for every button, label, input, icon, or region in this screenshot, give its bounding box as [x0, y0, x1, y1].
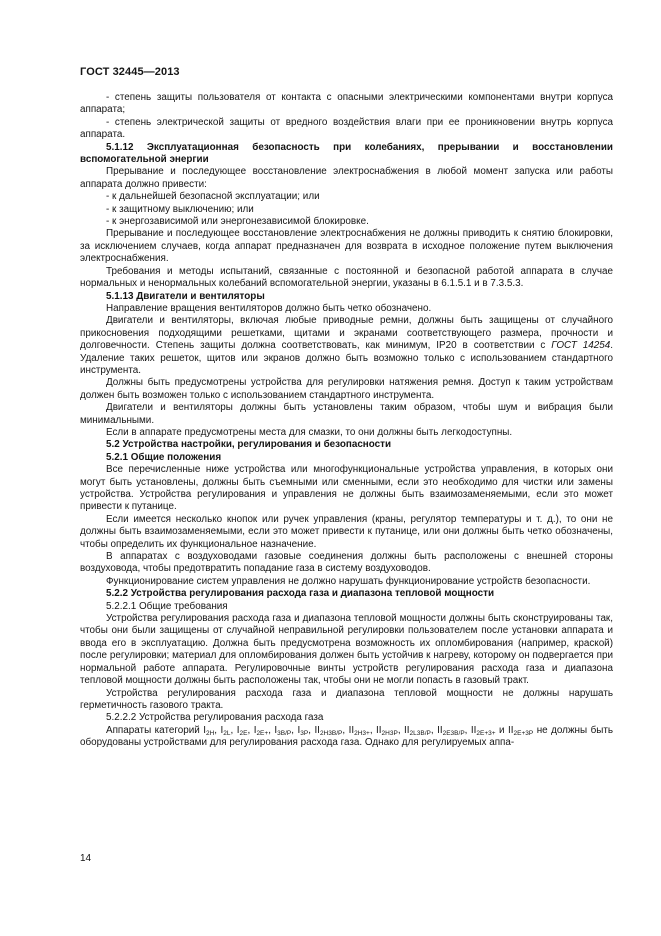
appliance-category: $II_{2E+3P}$ [508, 724, 534, 737]
section-heading: 5.1.12 Эксплуатационная безопасность при колебаниях, прерывании и восстановлении вспомогательной энергии [80, 141, 613, 166]
section-heading: 5.1.13 Двигатели и вентиляторы [106, 290, 265, 302]
section-heading: 5.2 Устройства настройки, регулирования и безопасности [106, 439, 392, 451]
paragraph: Если в аппарате предусмотрены места для смазки, то они должны быть легкодоступны. [106, 426, 513, 438]
appliance-category: $I_{2E}$ [236, 724, 248, 737]
paragraph: Двигатели и вентиляторы, включая любые приводные ремни, должны быть защищены от случайного прикосновения подходящими решетками, щитами и экранами соответствующего размера, прочности и долговечности. Степень защиты должна соответствовать, как минимум, IP20 в соответствии с ГОСТ 14254. Удаление таких решеток, щитов или экранов должно быть возможно только с использованием стандартного инструмента. [80, 315, 613, 376]
appliance-category: $II_{2E+3+}$ [470, 724, 496, 737]
appliance-category: $I_{2H}$ [203, 724, 215, 737]
paragraph: Аппараты категорий $I_{2H}$, $I_{2L}$, $I_{2E}$, $I_{2E+}$, $I_{3B/P}$, $I_{3P}$, $II_{2H3B/P}$, $II_{2H3+}$, $II_{2H3P}$, $II_{2L3B/P}$, $II_{2E3B/P}$, $II_{2E+3+}$ и $II_{2E+3P}$ не должны быть оборудованы устройствами для регулирования расхода газа. Однако для регулируемых аппа- [80, 724, 614, 749]
paragraph: Устройства регулирования расхода газа и диапазона тепловой мощности должны быть сконструированы так, чтобы они были защищены от случайной неправильной регулировки пользователем после установки аппарата и ввода его в эксплуатацию. Должна быть предусмотрена возможность их опломбирования (например, краской) после регулировки; материал для опломбирования должен быть устойчив к нагреву, которому он подвергается при нормальной работе аппарата. Регулировочные винты устройств регулирования расхода газа и диапазона тепловой мощности должны быть расположены так, чтобы они не могли попасть в газовый тракт. [80, 613, 613, 687]
paragraph: 5.2.2.2 Устройства регулирования расхода газа [106, 712, 324, 724]
list-item: - степень электрической защиты от вредного воздействия влаги при ее проникновении внутрь корпуса аппарата. [80, 116, 613, 141]
paragraph: Если имеется несколько кнопок или ручек управления (краны, регулятор температуры и т. д.), то они не должны быть взаимозаменяемыми, если это может привести к путанице, или они должны быть четко обозначены, чтобы определить их функциональное назначение. [80, 513, 613, 550]
paragraph: Двигатели и вентиляторы должны быть установлены таким образом, чтобы шум и вибрация были минимальными. [80, 402, 613, 426]
appliance-category: $II_{2H3B/P}$ [314, 724, 343, 737]
list-item: - к защитному выключению; или [106, 203, 254, 215]
paragraph: Направление вращения вентиляторов должно быть четко обозначено. [106, 302, 432, 314]
document-body [80, 92, 613, 750]
paragraph: Требования и методы испытаний, связанные с постоянной и безопасной работой аппарата в случае нормальных и ненормальных колебаний вспомогательной энергии, указаны в 6.1.5.1 и в 7.3.5.3. [80, 265, 613, 290]
appliance-category: $I_{3P}$ [297, 724, 309, 737]
appliance-category: $I_{3B/P}$ [274, 724, 292, 737]
appliance-category: $II_{2L3B/P}$ [404, 724, 431, 737]
page-number: 14 [80, 853, 92, 864]
appliance-category: $II_{2H3+}$ [348, 724, 370, 737]
list-item: - к энергозависимой или энергонезависимой блокировке. [106, 216, 369, 228]
paragraph: Функционирование систем управления не должно нарушать функционирование устройств безопасности. [106, 575, 591, 587]
paragraph: 5.2.2.1 Общие требования [106, 600, 228, 612]
list-item: - к дальнейшей безопасной эксплуатации; или [106, 191, 320, 203]
paragraph: Прерывание и последующее восстановление электроснабжения не должны приводить к снятию блокировки, за исключением случаев, когда аппарат предназначен для возврата в исходное положение путем выключения электроснабжения. [80, 228, 613, 265]
paragraph: Прерывание и последующее восстановление электроснабжения в любой момент запуска или работы аппарата должно привести: [80, 166, 613, 190]
paragraph: Все перечисленные ниже устройства или многофункциональные устройства управления, в которых они могут быть установлены, должны быть съемными или сменными, если это необходимо для чистки или замены устройства. Устройства регулирования и управления не должны быть взаимозаменяемыми, если это может привести к путанице. [80, 464, 613, 513]
appliance-category: $I_{2L}$ [220, 724, 231, 737]
paragraph: Должны быть предусмотрены устройства для регулировки натяжения ремня. Доступ к таким устройствам должен быть возможен только с использованием стандартного инструмента. [80, 377, 613, 401]
paragraph: Устройства регулирования расхода газа и диапазона тепловой мощности не должны нарушать герметичность газового тракта. [80, 687, 613, 711]
appliance-category: $I_{2E+}$ [253, 724, 269, 737]
appliance-category: $II_{2E3B/P}$ [437, 724, 465, 737]
section-heading: 5.2.2 Устройства регулирования расхода газа и диапазона тепловой мощности [106, 588, 495, 600]
paragraph: В аппаратах с воздуховодами газовые соединения должны быть расположены с внешней стороны воздуховода, чтобы предотвратить попадание газа в систему воздуховодов. [80, 551, 613, 575]
section-heading: 5.2.1 Общие положения [106, 451, 222, 463]
list-item: - степень защиты пользователя от контакта с опасными электрическими компонентами внутри корпуса аппарата; [80, 92, 613, 116]
appliance-category: $II_{2H3P}$ [376, 724, 398, 737]
document-header: ГОСТ 32445—2013 [80, 66, 180, 78]
